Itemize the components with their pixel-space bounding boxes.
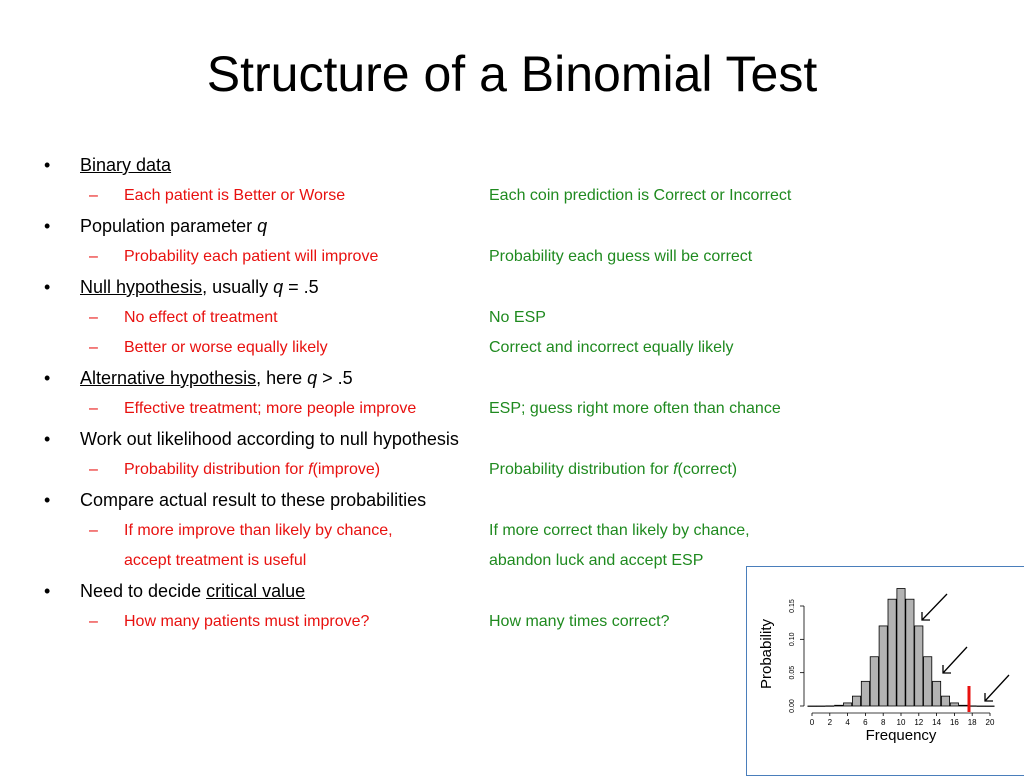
patient-text (124, 455, 380, 485)
x-tick-label: 8 (881, 718, 886, 727)
dash: – (89, 181, 98, 211)
coin-text: Correct and incorrect equally likely (489, 333, 734, 363)
bar-5 (852, 696, 860, 706)
decide-label: Need to decide (80, 581, 206, 601)
bar-15 (941, 696, 949, 706)
x-tick-label: 20 (986, 718, 995, 727)
x-tick-label: 10 (897, 718, 906, 727)
patient-text: Better or worse equally likely (124, 333, 328, 363)
bullet-dot: • (44, 211, 50, 242)
bar-6 (861, 681, 869, 706)
patient-text: If more improve than likely by chance, (124, 516, 393, 546)
x-axis (810, 713, 995, 727)
patient-text: Probability each patient will improve (124, 242, 378, 272)
bar-8 (879, 626, 887, 706)
arrow-icon (922, 594, 947, 620)
y-tick-label: 0.15 (789, 599, 796, 613)
null-hypothesis-label: Null hypothesis (80, 277, 202, 297)
coin-text (489, 455, 737, 485)
sub-bullet (40, 516, 940, 546)
bullet-dot: • (44, 485, 50, 516)
patient-text: Each patient is Better or Worse (124, 181, 345, 211)
x-tick-label: 6 (863, 718, 868, 727)
bar-14 (933, 681, 941, 706)
sub-bullet (40, 303, 940, 333)
bar-3 (835, 705, 843, 706)
alternative-hypothesis-value: > .5 (317, 368, 353, 388)
y-axis-label: Probability (758, 618, 775, 689)
bullet-dot: • (44, 424, 50, 455)
bar-13 (924, 657, 932, 706)
parameter-variable: q (273, 277, 283, 297)
binary-data-label: Binary data (80, 155, 171, 175)
bullet-dot: • (44, 150, 50, 181)
likelihood-label: Work out likelihood according to null hypothesis (80, 424, 459, 455)
arrow-icon (943, 647, 967, 673)
bullet-dot: • (44, 363, 50, 394)
sub-bullet (40, 333, 940, 363)
coin-text: How many times correct? (489, 607, 670, 637)
x-tick-label: 2 (828, 718, 833, 727)
dash: – (89, 607, 98, 637)
bar-9 (888, 599, 896, 706)
coin-text: Each coin prediction is Correct or Incorrect (489, 181, 791, 211)
coin-text: Probability each guess will be correct (489, 242, 752, 272)
bar-11 (906, 599, 914, 706)
distribution-text: Probability distribution for (124, 461, 308, 478)
parameter-variable: q (257, 216, 267, 236)
dash: – (89, 394, 98, 424)
binomial-chart (747, 567, 1024, 771)
x-tick-label: 12 (914, 718, 923, 727)
x-tick-label: 0 (810, 718, 815, 727)
patient-text: No effect of treatment (124, 303, 278, 333)
patient-text: How many patients must improve? (124, 607, 369, 637)
bullet-binary-data (40, 150, 940, 181)
x-tick-label: 16 (950, 718, 959, 727)
arrow-icon (985, 675, 1009, 701)
x-tick-label: 4 (845, 718, 850, 727)
dash: – (89, 516, 98, 546)
null-hypothesis-value: = .5 (283, 277, 319, 297)
bar-17 (959, 705, 967, 706)
coin-text: If more correct than likely by chance, (489, 516, 750, 546)
alternative-hypothesis-label: Alternative hypothesis (80, 368, 256, 388)
patient-text: Effective treatment; more people improve (124, 394, 416, 424)
y-tick-label: 0.05 (789, 666, 796, 680)
alternative-hypothesis-rest: , here (256, 368, 307, 388)
bar-4 (844, 703, 852, 706)
bullet-dot: • (44, 576, 50, 607)
y-axis (789, 599, 804, 713)
bullet-alternative-hypothesis (40, 363, 940, 394)
bar-12 (915, 626, 923, 706)
sub-bullet (40, 181, 940, 211)
critical-value-label: critical value (206, 581, 305, 601)
distribution-arg: (improve) (313, 461, 381, 478)
x-tick-label: 14 (932, 718, 941, 727)
sub-bullet (40, 394, 940, 424)
y-tick-label: 0.00 (789, 699, 796, 713)
bar-16 (950, 703, 958, 706)
coin-text: abandon luck and accept ESP (489, 546, 703, 576)
bullet-population-parameter (40, 211, 940, 242)
null-hypothesis-rest: , usually (202, 277, 273, 297)
parameter-variable: q (307, 368, 317, 388)
x-tick-label: 18 (968, 718, 977, 727)
compare-label: Compare actual result to these probabilities (80, 485, 426, 516)
sub-bullet (40, 455, 940, 485)
patient-text: accept treatment is useful (124, 546, 306, 576)
function-variable: f (673, 461, 677, 478)
binomial-distribution-figure (746, 566, 1024, 776)
sub-bullet (40, 242, 940, 272)
distribution-text: Probability distribution for (489, 461, 673, 478)
bullet-compare (40, 485, 940, 516)
dash: – (89, 303, 98, 333)
bullet-null-hypothesis (40, 272, 940, 303)
slide-title: Structure of a Binomial Test (0, 42, 1024, 106)
coin-text: No ESP (489, 303, 546, 333)
y-tick-label: 0.10 (789, 632, 796, 646)
x-axis-label: Frequency (866, 727, 937, 744)
bullet-likelihood (40, 424, 940, 455)
bullet-list (40, 150, 940, 637)
distribution-arg: (correct) (678, 461, 738, 478)
bar-10 (897, 589, 905, 706)
bar-7 (870, 657, 878, 706)
coin-text: ESP; guess right more often than chance (489, 394, 781, 424)
dash: – (89, 455, 98, 485)
population-parameter-label: Population parameter (80, 216, 257, 236)
dash: – (89, 242, 98, 272)
function-variable: f (308, 461, 312, 478)
bullet-dot: • (44, 272, 50, 303)
dash: – (89, 333, 98, 363)
